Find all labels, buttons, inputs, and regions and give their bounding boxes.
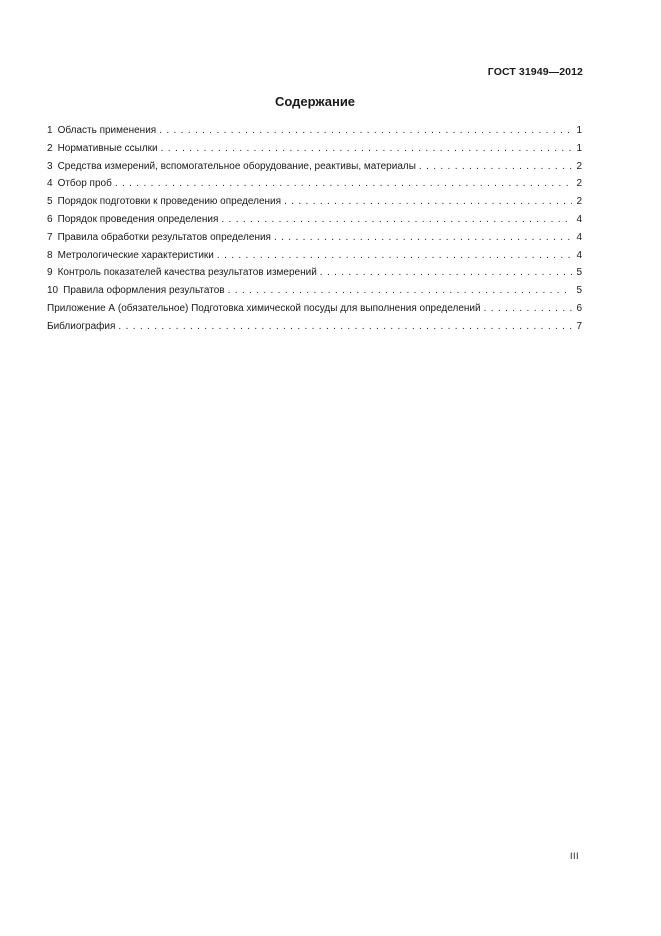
document-code: ГОСТ 31949—2012 (487, 66, 583, 78)
toc-entry-page: 7 (576, 320, 582, 332)
toc-entry-text: Приложение А (обязательное) Подготовка химической посуды для выполнения определений (47, 302, 481, 314)
table-of-contents (47, 122, 582, 336)
toc-title: Содержание (274, 94, 356, 109)
toc-entry-label (47, 122, 159, 140)
toc-entry-text: Правила обработки результатов определения (57, 231, 271, 243)
toc-entry-3[interactable] (47, 158, 582, 176)
toc-entry-5[interactable] (47, 193, 582, 211)
toc-entry-label (47, 140, 161, 158)
dot-leader (161, 140, 573, 158)
toc-entry-page: 1 (576, 142, 582, 154)
dot-leader (159, 122, 572, 140)
dot-leader (320, 264, 573, 282)
toc-entry-number: 7 (47, 231, 53, 243)
toc-entry-bibliography[interactable] (47, 318, 582, 336)
toc-entry-number: 9 (47, 267, 53, 279)
toc-entry-text: Отбор проб (57, 178, 112, 190)
toc-entry-1[interactable] (47, 122, 582, 140)
toc-entry-page: 5 (576, 267, 582, 279)
toc-entry-6[interactable] (47, 211, 582, 229)
toc-entry-page: 2 (576, 160, 582, 172)
toc-entry-label (47, 229, 274, 247)
toc-entry-label (47, 247, 217, 265)
toc-entry-text: Нормативные ссылки (57, 142, 158, 154)
toc-entry-page: 2 (576, 196, 582, 208)
dot-leader (228, 282, 573, 300)
toc-entry-page: 5 (576, 285, 582, 297)
toc-entry-number: 10 (47, 285, 59, 297)
toc-entry-text: Контроль показателей качества результатов измерений (57, 267, 317, 279)
toc-entry-7[interactable] (47, 229, 582, 247)
toc-entry-label (47, 264, 320, 282)
toc-entry-page: 2 (576, 178, 582, 190)
toc-entry-label (47, 300, 484, 318)
dot-leader (274, 229, 572, 247)
toc-entry-number: 8 (47, 249, 53, 261)
toc-entry-10[interactable] (47, 282, 582, 300)
toc-entry-number: 3 (47, 160, 53, 172)
toc-entry-number: 2 (47, 142, 53, 154)
dot-leader (221, 211, 572, 229)
toc-entry-label (47, 282, 228, 300)
toc-entry-number: 1 (47, 125, 53, 136)
dot-leader (484, 300, 573, 318)
dot-leader (118, 318, 572, 336)
toc-entry-8[interactable] (47, 247, 582, 265)
toc-entry-label (47, 158, 419, 176)
toc-entry-4[interactable] (47, 175, 582, 193)
toc-entry-page: 1 (576, 125, 582, 136)
dot-leader (284, 193, 572, 211)
toc-entry-9[interactable] (47, 264, 582, 282)
toc-entry-number: 6 (47, 213, 53, 225)
dot-leader (115, 175, 573, 193)
toc-entry-number: 4 (47, 178, 53, 190)
toc-entry-2[interactable] (47, 140, 582, 158)
toc-entry-text: Порядок проведения определения (57, 213, 219, 225)
toc-entry-text: Метрологические характеристики (57, 249, 214, 261)
toc-entry-label (47, 193, 284, 211)
toc-entry-text: Библиография (47, 320, 116, 332)
toc-entry-page: 4 (576, 213, 582, 225)
toc-entry-label (47, 211, 221, 229)
toc-entry-text: Область применения (57, 125, 157, 136)
toc-entry-label (47, 318, 118, 336)
toc-entry-page: 6 (576, 302, 582, 314)
dot-leader (419, 158, 573, 176)
page-number: III (569, 851, 579, 861)
toc-entry-page: 4 (576, 249, 582, 261)
dot-leader (217, 247, 573, 265)
toc-entry-text: Правила оформления результатов (63, 285, 225, 297)
toc-entry-appendix-a[interactable] (47, 300, 582, 318)
toc-entry-text: Порядок подготовки к проведению определения (57, 196, 282, 208)
toc-entry-text: Средства измерений, вспомогательное оборудование, реактивы, материалы (57, 160, 416, 172)
toc-entry-label (47, 175, 115, 193)
toc-entry-number: 5 (47, 196, 53, 208)
toc-entry-page: 4 (576, 231, 582, 243)
